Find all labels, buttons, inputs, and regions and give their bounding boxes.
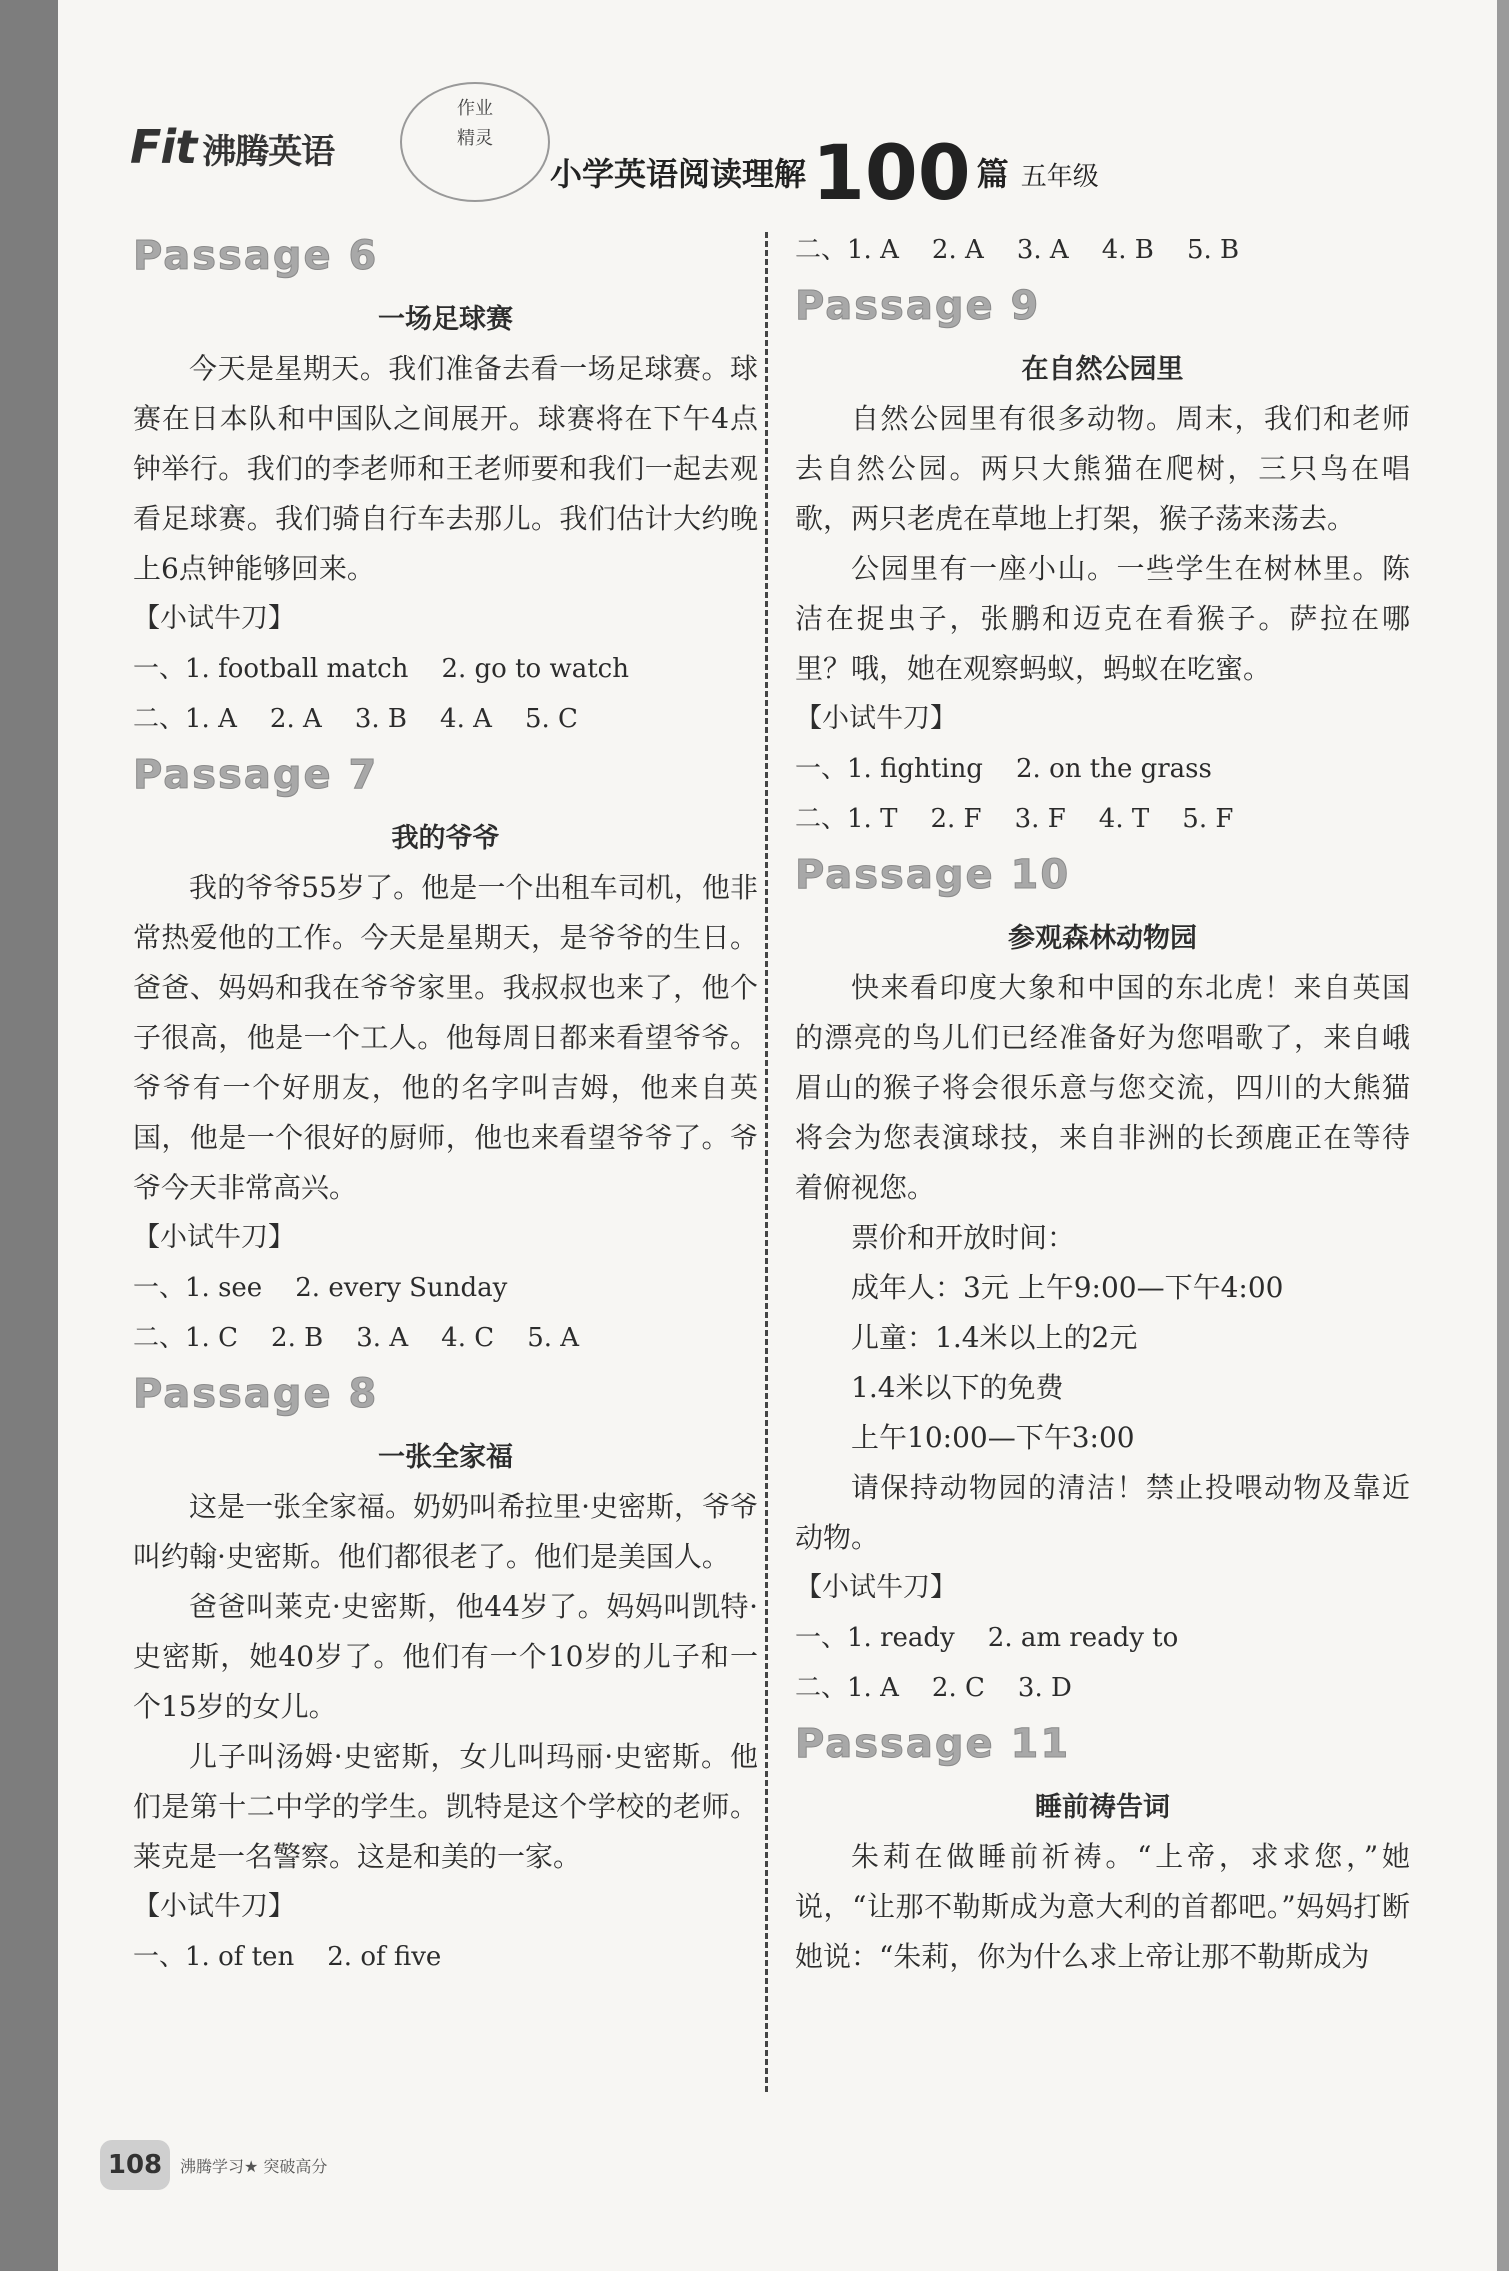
series-title [550, 128, 1099, 217]
passage-10-heading: Passage 10 [795, 852, 1071, 898]
passage-9-text-1: 自然公园里有很多动物。周末，我们和老师去自然公园。两只大熊猫在爬树，三只鸟在唱歌，两只老虎在草地上打架，猴子荡来荡去。 [795, 402, 1410, 535]
passage-8-title: 一张全家福 [378, 1442, 513, 1473]
passage-10-text-2: 请保持动物园的清洁！禁止投喂动物及靠近动物。 [795, 1471, 1410, 1554]
passage-11-text: 朱莉在做睡前祈祷。“上帝，求求您，”她说，“让那不勒斯成为意大利的首都吧。”妈妈打断她说：“朱莉，你为什么求上帝让那不勒斯成为 [795, 1840, 1410, 1973]
passage-10-adult-price: 成年人：3元 上午9:00—下午4:00 [851, 1271, 1284, 1304]
passage-7-title: 我的爷爷 [391, 823, 500, 854]
page-edge [1497, 0, 1509, 2271]
passage-7-text: 我的爷爷55岁了。他是一个出租车司机，他非常热爱他的工作。今天是星期天，是爷爷的生日。爸爸、妈妈和我在爷爷家里。我叔叔也来了，他个子很高，他是一个工人。他每周日都来看望爷爷。爷爷有一个好朋友，他的名字叫吉姆，他来自英国，他是一个很好的厨师，他也来看望爷爷了。爷爷今天非常高兴。 [133, 871, 758, 1204]
passage-8-answers-1: 一、1. of ten 2. of five [133, 1942, 442, 1972]
passage-6-heading: Passage 6 [133, 233, 379, 279]
passage-10-section-label: 【小试牛刀】 [795, 1572, 957, 1603]
badge-line-1: 作业 [457, 98, 493, 119]
passage-6-answers-2: 二、1. A 2. A 3. B 4. A 5. C [133, 704, 578, 734]
badge-line-2: 精灵 [457, 128, 493, 149]
passage-9-section-label: 【小试牛刀】 [795, 703, 957, 734]
grade-label: 五年级 [1020, 162, 1099, 192]
series-number: 100 [812, 128, 971, 217]
passage-10-text-1: 快来看印度大象和中国的东北虎！来自英国的漂亮的鸟儿们已经准备好为您唱歌了，来自峨眉山的猴子将会很乐意与您交流，四川的大熊猫将会为您表演球技，来自非洲的长颈鹿正在等待着俯视您。 [795, 971, 1410, 1204]
passage-10-answers-2: 二、1. A 2. C 3. D [795, 1673, 1072, 1703]
passage-9-answers-2: 二、1. T 2. F 3. F 4. T 5. F [795, 804, 1234, 834]
passage-10-child-hours: 上午10:00—下午3:00 [851, 1421, 1135, 1454]
passage-9-text-2: 公园里有一座小山。一些学生在树林里。陈洁在捉虫子，张鹏和迈克在看猴子。萨拉在哪里？哦，她在观察蚂蚁，蚂蚁在吃蜜。 [795, 552, 1410, 685]
right-column [795, 225, 1410, 1982]
series-suffix: 篇 [976, 155, 1009, 193]
passage-7-heading: Passage 7 [133, 752, 379, 798]
passage-10-child-price: 儿童：1.4米以上的2元 [851, 1321, 1138, 1354]
passage-8-text-3: 儿子叫汤姆·史密斯，女儿叫玛丽·史密斯。他们是第十二中学的学生。凯特是这个学校的老师。莱克是一名警察。这是和美的一家。 [133, 1740, 758, 1873]
passage-8-section-label: 【小试牛刀】 [133, 1891, 295, 1922]
passage-6-answers-1: 一、1. football match 2. go to watch [133, 654, 629, 684]
passage-6-title: 一场足球赛 [378, 304, 513, 335]
brand-name: Fit [130, 120, 197, 174]
passage-8-answers-2: 二、1. A 2. A 3. A 4. B 5. B [795, 235, 1240, 265]
footer-slogan: 沸腾学习★ 突破高分 [180, 2157, 328, 2176]
passage-10-title: 参观森林动物园 [1008, 923, 1197, 954]
passage-7-section-label: 【小试牛刀】 [133, 1222, 295, 1253]
passage-9-title: 在自然公园里 [1021, 354, 1184, 385]
passage-6-text: 今天是星期天。我们准备去看一场足球赛。球赛在日本队和中国队之间展开。球赛将在下午4点钟举行。我们的李老师和王老师要和我们一起去观看足球赛。我们骑自行车去那儿。我们估计大约晚上6点钟能够回来。 [133, 352, 758, 585]
passage-10-ticket-heading: 票价和开放时间： [851, 1221, 1076, 1254]
passage-8-text-2: 爸爸叫莱克·史密斯，他44岁了。妈妈叫凯特·史密斯，她40岁了。他们有一个10岁的儿子和一个15岁的女儿。 [133, 1590, 758, 1723]
passage-8-heading: Passage 8 [133, 1371, 379, 1417]
passage-9-answers-1: 一、1. fighting 2. on the grass [795, 754, 1212, 784]
column-divider [765, 232, 768, 2092]
homework-badge [400, 82, 550, 202]
page-header [110, 80, 1110, 217]
passage-6-section-label: 【小试牛刀】 [133, 603, 295, 634]
series-prefix: 小学英语阅读理解 [550, 155, 807, 193]
brand-name-cn: 沸腾英语 [202, 132, 335, 172]
passage-10-free-entry: 1.4米以下的免费 [851, 1371, 1064, 1404]
left-column [133, 225, 758, 1982]
brand-logo [130, 120, 334, 174]
passage-7-answers-1: 一、1. see 2. every Sunday [133, 1273, 508, 1303]
passage-11-heading: Passage 11 [795, 1721, 1071, 1767]
page-number: 108 [100, 2140, 170, 2190]
page-footer [100, 2128, 500, 2198]
passage-10-answers-1: 一、1. ready 2. am ready to [795, 1623, 1179, 1653]
passage-9-heading: Passage 9 [795, 283, 1041, 329]
passage-11-title: 睡前祷告词 [1035, 1792, 1170, 1823]
passage-7-answers-2: 二、1. C 2. B 3. A 4. C 5. A [133, 1323, 580, 1353]
passage-8-text-1: 这是一张全家福。奶奶叫希拉里·史密斯，爷爷叫约翰·史密斯。他们都很老了。他们是美国人。 [133, 1490, 758, 1573]
